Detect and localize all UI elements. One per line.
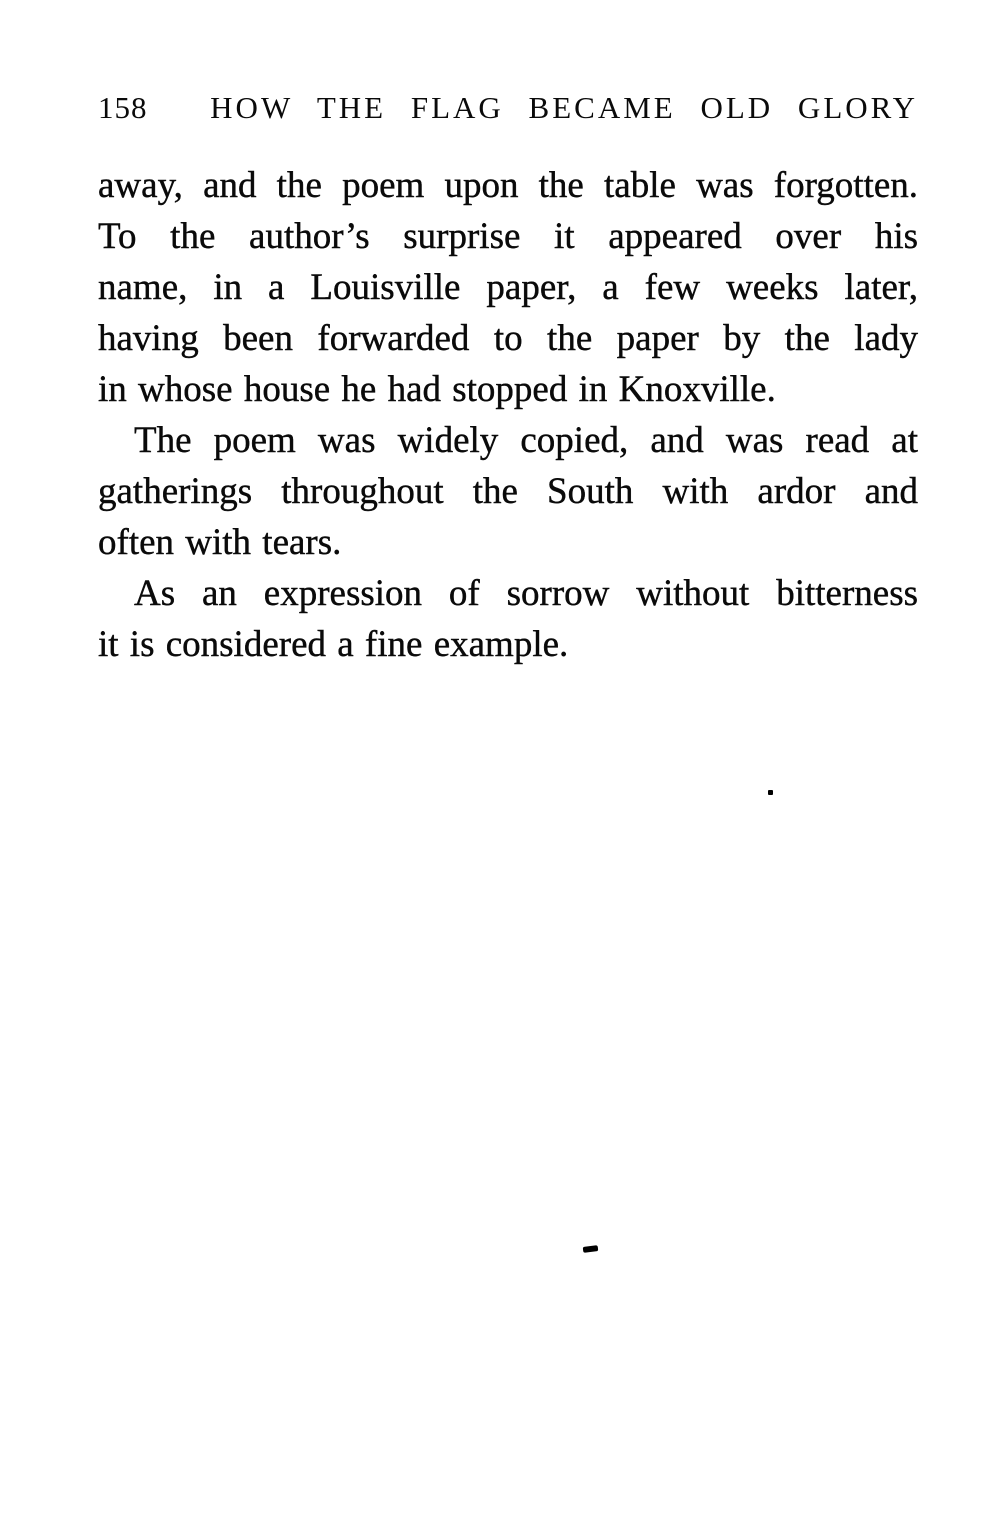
text-line: having been forwarded to the paper by the lady [98, 318, 918, 359]
running-head-title: HOW THE FLAG BECAME OLD GLORY [210, 90, 918, 125]
text-line: As an expression of sorrow without bitterness [134, 573, 918, 614]
paragraph-poem-copied [98, 415, 918, 568]
running-head [98, 90, 918, 126]
text-line: gatherings throughout the South with ardor and [98, 471, 918, 512]
text-line: often with tears. [98, 522, 342, 563]
paragraph-expression-sorrow [98, 568, 918, 670]
page-number: 158 [98, 90, 148, 125]
text-line: it is considered a fine example. [98, 624, 569, 665]
text-line: The poem was widely copied, and was read at [134, 420, 918, 461]
text-line: To the author’s surprise it appeared over his [98, 216, 918, 257]
paragraph-continuation [98, 160, 918, 415]
text-line: name, in a Louisville paper, a few weeks later, [98, 267, 918, 308]
body-text-block [98, 160, 918, 670]
text-line: away, and the poem upon the table was forgotten. [98, 165, 918, 206]
text-line: in whose house he had stopped in Knoxville. [98, 369, 776, 410]
ink-speck-dot [768, 790, 773, 795]
ink-speck-dash [583, 1245, 599, 1253]
